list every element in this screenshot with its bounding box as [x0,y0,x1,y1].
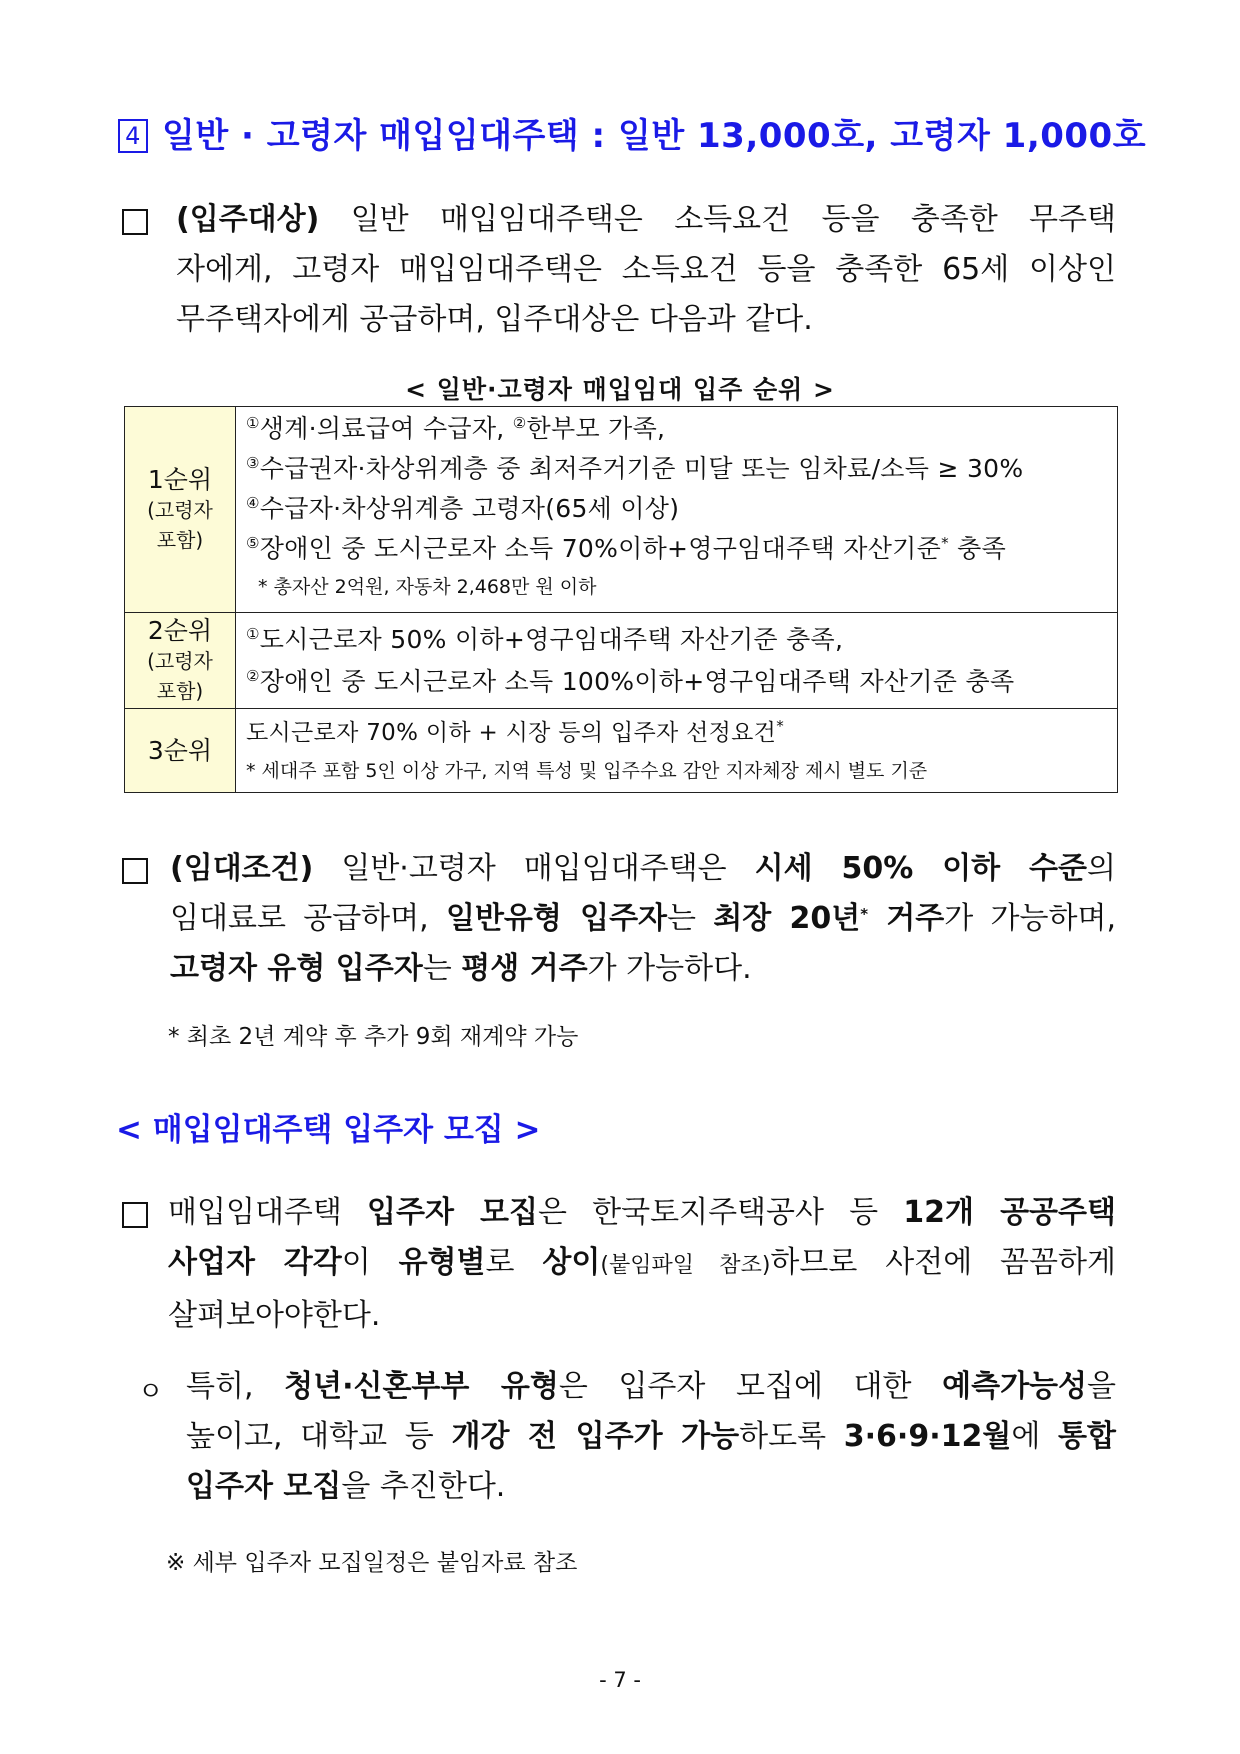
section-number-box: 4 [118,119,148,153]
criteria-line: ②장애인 중 도시근로자 소득 100%이하+영구임대주택 자산기준 충족 [246,666,1015,696]
section-heading [118,108,1146,157]
criteria-cell [236,709,1118,793]
recruit-heading: < 매입임대주택 입주자 모집 > [116,1112,541,1148]
rank-label: 1순위 [147,464,213,494]
criteria-footnote: * 총자산 2억원, 자동차 2,468만 원 이하 [258,576,597,598]
recruit-paragraph: 매입임대주택 입주자 모집은 한국토지주택공사 등 12개 공공주택 사업자 각각이 유형별로 상이(붙임파일 참조)하므로 사전에 꼼꼼하게 살펴보아야한다. [168,1195,1116,1333]
youth-paragraph: 특히, 청년·신혼부부 유형은 입주자 모집에 대한 예측가능성을 높이고, 대학교 등 개강 전 입주가 가능하도록 3·6·9·12월에 통합 입주자 모집을 추진한다. [186,1369,1116,1504]
table-row [125,613,1118,709]
square-bullet-icon [122,209,148,235]
tenant-target-line1: 일반 매입임대주택은 소득요건 등을 충족한 무주택 [319,202,1116,237]
criteria-line: ①생계·의료급여 수급자, ②한부모 가족, [246,414,666,443]
rank-label: 3순위 [147,735,213,765]
rank-label: 2순위 [147,615,213,645]
rank-sub: (고령자 [147,648,213,673]
section-title: 일반 · 고령자 매입임대주택 : 일반 13,000호, 고령자 1,000호 [162,116,1147,156]
circle-bullet-icon: ㅇ [138,1377,164,1407]
criteria-line: ①도시근로자 50% 이하+영구임대주택 자산기준 충족, [246,624,844,654]
criteria-line: ⑤장애인 중 도시근로자 소득 70%이하+영구임대주택 자산기준* 충족 [246,534,1007,563]
priority-table [124,406,1118,793]
criteria-footnote: * 세대주 포함 5인 이상 가구, 지역 특성 및 입주수요 감안 지자체장 제시 별도 기준 [246,759,928,782]
schedule-note: ※ 세부 입주자 모집일정은 붙임자료 참조 [166,1550,578,1576]
tenant-target-line2: 자에게, 고령자 매입임대주택은 소득요건 등을 충족한 65세 이상인 [176,252,1116,287]
criteria-cell [236,407,1118,613]
tenant-target-paragraph [176,195,1116,345]
table-row [125,709,1118,793]
page-number: - 7 - [599,1668,641,1692]
table-caption: < 일반·고령자 매입임대 입주 순위 > [405,375,835,404]
rank-cell [125,709,236,793]
criteria-cell [236,613,1118,709]
square-bullet-icon [122,858,148,884]
criteria-line: ④수급자·차상위계층 고령자(65세 이상) [246,494,680,523]
tenant-target-label: (입주대상) [176,202,320,237]
rank-cell [125,407,236,613]
table-row [125,407,1118,613]
tenant-target-line3: 무주택자에게 공급하며, 입주대상은 다음과 같다. [176,302,813,337]
rank-cell [125,613,236,709]
rank-sub: 포함) [156,678,204,703]
square-bullet-icon [122,1202,148,1228]
lease-terms-footnote: * 최초 2년 계약 후 추가 9회 재계약 가능 [168,1024,579,1050]
criteria-line: 도시근로자 70% 이하 + 시장 등의 입주자 선정요건* [246,716,785,746]
lease-terms-paragraph: (임대조건) 일반·고령자 매입임대주택은 시세 50% 이하 수준의 임대료로 공급하며, 일반유형 입주자는 최장 20년* 거주가 가능하며, 고령자 유형 입주자는 평생 거주가 가능하다. [170,851,1116,986]
criteria-line: ③수급권자·차상위계층 중 최저주거기준 미달 또는 임차료/소득 ≥ 30% [246,454,1024,483]
rank-sub: (고령자 [147,497,213,522]
rank-sub: 포함) [156,527,204,552]
lease-terms-label: (임대조건) [170,851,314,886]
